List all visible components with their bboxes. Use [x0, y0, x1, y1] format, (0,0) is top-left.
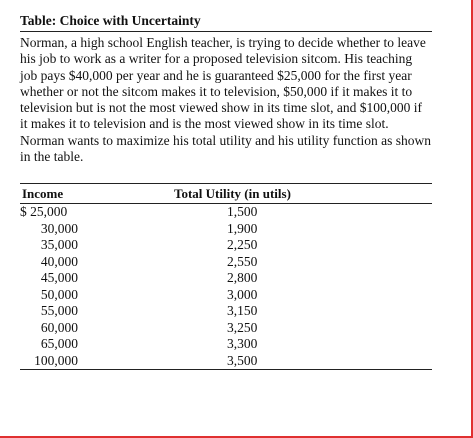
income-cell: 50,000: [40, 286, 78, 302]
utility-cell: 1,500: [227, 204, 258, 220]
income-cell: 35,000: [40, 237, 78, 253]
utility-cell: 3,250: [227, 319, 258, 335]
utility-cell: 2,250: [227, 237, 258, 253]
income-cell: 60,000: [40, 319, 78, 335]
income-column-header: Income: [22, 186, 64, 202]
utility-cell: 2,800: [227, 270, 258, 286]
table-row: [20, 336, 432, 353]
table-card: [20, 12, 432, 370]
income-cell: 45,000: [40, 270, 78, 286]
utility-column-header: Total Utility (in utils): [174, 186, 291, 202]
income-cell: 40,000: [40, 253, 78, 269]
utility-table: [20, 183, 432, 370]
table-row: [20, 270, 432, 287]
table-row: [20, 254, 432, 271]
table-row: [20, 353, 432, 370]
utility-cell: 2,550: [227, 253, 258, 269]
utility-cell: 3,500: [227, 352, 258, 368]
utility-cell: 3,300: [227, 336, 258, 352]
table-row: [20, 303, 432, 320]
utility-cell: 3,150: [227, 303, 258, 319]
utility-cell: 3,000: [227, 286, 258, 302]
utility-cell: 1,900: [227, 220, 258, 236]
table-row: [20, 287, 432, 304]
income-cell: 30,000: [40, 220, 78, 236]
table-description: Norman, a high school English teacher, is trying to decide whether to leave his job to work as a writer for a proposed television sitcom. His teaching job pays $40,000 per year and he is guaranteed $25,000 for the first year whether or not the sitcom makes it to television, $50,000 if it makes it to television but is not the most viewed show in its time slot, and $100,000 if it makes it to television and is the most viewed show in its time slot. Norman wants to maximize his total utility and his utility function as shown in the table.: [20, 35, 431, 165]
income-cell: 55,000: [40, 303, 78, 319]
table-row: [20, 204, 432, 221]
income-cell: $ 25,000: [20, 204, 68, 220]
table-row: [20, 237, 432, 254]
income-cell: 100,000: [34, 352, 78, 368]
table-title: Table: Choice with Uncertainty: [20, 12, 432, 32]
income-cell: 65,000: [40, 336, 78, 352]
table-row: [20, 320, 432, 337]
table-header-row: [20, 184, 432, 204]
table-row: [20, 221, 432, 238]
table-body: [20, 204, 432, 370]
